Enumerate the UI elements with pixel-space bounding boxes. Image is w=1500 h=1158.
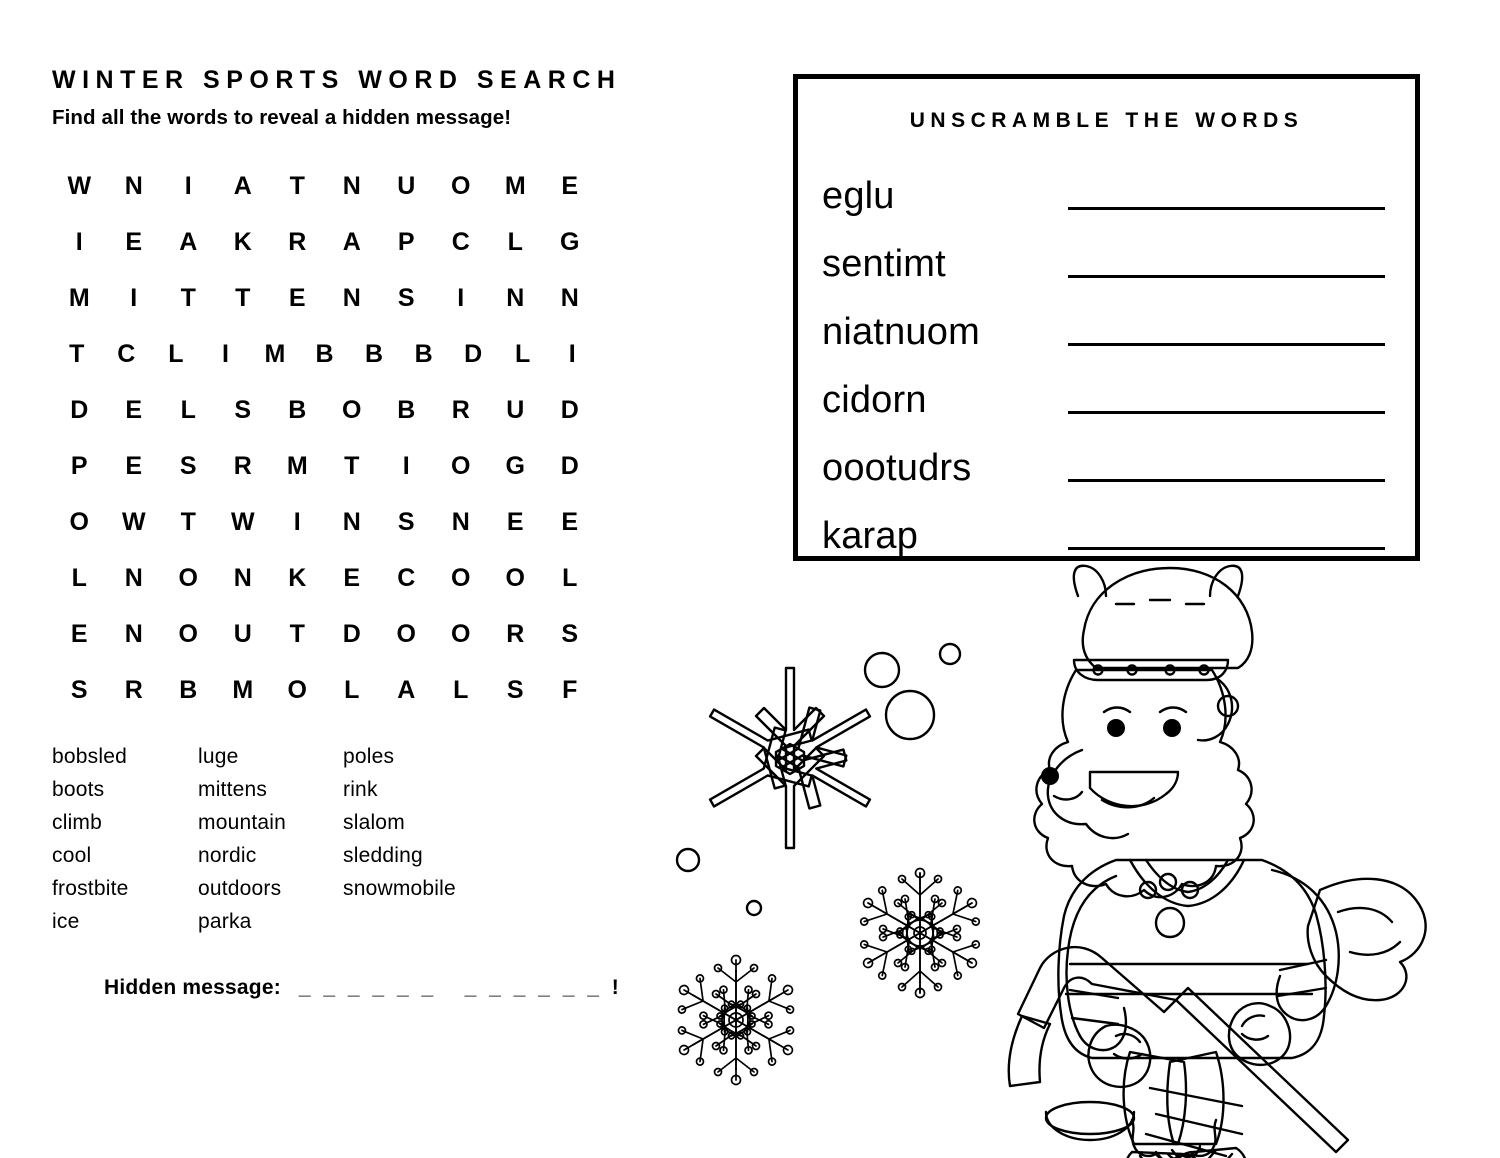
grid-cell[interactable]: B	[365, 339, 384, 368]
word-search-panel	[52, 66, 692, 1000]
hockey-puck-icon	[1046, 1088, 1242, 1156]
grid-cell[interactable]: T	[289, 619, 305, 648]
grid-row	[52, 606, 597, 662]
word-list-item[interactable]: sledding	[343, 844, 423, 867]
grid-cell[interactable]: N	[342, 283, 361, 312]
grid-cell[interactable]: B	[179, 675, 198, 704]
answer-blank-line[interactable]	[1068, 320, 1385, 346]
grid-cell[interactable]: D	[464, 339, 483, 368]
grid-cell[interactable]: M	[504, 171, 526, 200]
unscramble-row	[822, 487, 1393, 555]
grid-cell[interactable]: S	[179, 451, 197, 480]
grid-cell[interactable]: S	[234, 395, 252, 424]
grid-row	[52, 494, 597, 550]
word-list-item[interactable]: rink	[343, 778, 378, 801]
answer-blank-line[interactable]	[1068, 524, 1385, 550]
grid-cell[interactable]: P	[397, 227, 415, 256]
grid-cell[interactable]: E	[288, 283, 306, 312]
grid-cell[interactable]: T	[344, 451, 360, 480]
word-list-item[interactable]: poles	[343, 745, 395, 768]
scrambled-word: eglu	[822, 175, 895, 217]
hidden-message	[104, 976, 692, 1000]
grid-cell[interactable]: L	[562, 563, 578, 592]
grid-cell[interactable]: B	[288, 395, 307, 424]
grid-cell[interactable]: A	[342, 227, 361, 256]
grid-cell[interactable]: G	[505, 451, 525, 480]
answer-blank-line[interactable]	[1068, 456, 1385, 482]
word-list-item[interactable]: frostbite	[52, 877, 129, 900]
grid-cell[interactable]: E	[343, 563, 361, 592]
grid-cell[interactable]: M	[232, 675, 254, 704]
scrambled-word: sentimt	[822, 243, 946, 285]
grid-row	[52, 214, 597, 270]
grid-row	[52, 662, 597, 718]
word-list	[52, 740, 612, 938]
grid-cell[interactable]: O	[287, 675, 307, 704]
grid-cell[interactable]: L	[507, 227, 523, 256]
grid-cell[interactable]: S	[70, 675, 88, 704]
hidden-message-blanks: _ _ _ _ _ _ _ _ _ _ _ _ !	[298, 976, 623, 999]
grid-cell[interactable]: N	[124, 563, 143, 592]
grid-cell[interactable]: W	[121, 507, 146, 536]
unscramble-row	[822, 215, 1393, 283]
grid-cell[interactable]: N	[342, 507, 361, 536]
grid-cell[interactable]: M	[68, 283, 90, 312]
grid-cell[interactable]: I	[293, 507, 301, 536]
grid-cell[interactable]: S	[506, 675, 524, 704]
grid-cell[interactable]: E	[125, 395, 143, 424]
word-list-item[interactable]: snowmobile	[343, 877, 456, 900]
answer-blank-line[interactable]	[1068, 184, 1385, 210]
grid-cell[interactable]: T	[69, 339, 85, 368]
grid-cell[interactable]: N	[451, 507, 470, 536]
grid-cell[interactable]: L	[344, 675, 360, 704]
grid-cell[interactable]: I	[75, 227, 83, 256]
grid-row	[52, 382, 597, 438]
grid-row	[52, 550, 597, 606]
grid-cell[interactable]: U	[233, 619, 252, 648]
word-list-item[interactable]: climb	[52, 811, 103, 834]
word-list-item[interactable]: nordic	[198, 844, 257, 867]
word-list-column	[343, 740, 489, 938]
grid-cell[interactable]: L	[515, 339, 531, 368]
grid-cell[interactable]: A	[179, 227, 198, 256]
word-search-grid	[52, 158, 597, 718]
grid-cell[interactable]: C	[117, 339, 136, 368]
answer-blank-line[interactable]	[1068, 388, 1385, 414]
grid-cell[interactable]: I	[568, 339, 576, 368]
grid-cell[interactable]: C	[397, 563, 416, 592]
grid-cell[interactable]: M	[286, 451, 308, 480]
grid-cell[interactable]: A	[397, 675, 416, 704]
word-list-item[interactable]: luge	[198, 745, 239, 768]
unscramble-row	[822, 283, 1393, 351]
grid-cell[interactable]: R	[506, 619, 525, 648]
grid-cell[interactable]: O	[451, 563, 471, 592]
grid-cell[interactable]: O	[342, 395, 362, 424]
grid-cell[interactable]: K	[288, 563, 307, 592]
grid-cell[interactable]: U	[506, 395, 525, 424]
unscramble-row	[822, 419, 1393, 487]
grid-cell[interactable]: P	[70, 451, 88, 480]
word-list-item[interactable]: mittens	[198, 778, 268, 801]
grid-cell[interactable]: B	[414, 339, 433, 368]
grid-cell[interactable]: F	[562, 675, 578, 704]
grid-cell[interactable]: T	[235, 283, 251, 312]
grid-cell[interactable]: O	[451, 619, 471, 648]
grid-cell[interactable]: L	[168, 339, 184, 368]
unscramble-row	[822, 351, 1393, 419]
grid-row	[52, 438, 597, 494]
grid-cell[interactable]: A	[233, 171, 252, 200]
grid-cell[interactable]: N	[560, 283, 579, 312]
grid-cell[interactable]: W	[230, 507, 255, 536]
grid-cell[interactable]: B	[315, 339, 334, 368]
grid-cell[interactable]: D	[70, 395, 89, 424]
grid-row	[52, 326, 597, 382]
word-list-item[interactable]: parka	[198, 910, 252, 933]
scrambled-word: cidorn	[822, 379, 927, 421]
grid-cell[interactable]: E	[125, 227, 143, 256]
grid-cell[interactable]: E	[561, 171, 579, 200]
word-list-item[interactable]: bobsled	[52, 745, 127, 768]
grid-cell[interactable]: S	[397, 283, 415, 312]
grid-cell[interactable]: L	[180, 395, 196, 424]
grid-cell[interactable]: O	[451, 451, 471, 480]
grid-cell[interactable]: K	[233, 227, 252, 256]
medium-snowflake-icon	[851, 869, 988, 998]
hockey-stick-icon	[1009, 947, 1348, 1152]
large-snowflake-icon	[677, 668, 885, 915]
grid-cell[interactable]: T	[289, 171, 305, 200]
grid-cell[interactable]: O	[451, 171, 471, 200]
word-list-item[interactable]: mountain	[198, 811, 286, 834]
word-list-column	[198, 740, 343, 938]
grid-cell[interactable]: I	[184, 171, 192, 200]
grid-cell[interactable]: T	[180, 283, 196, 312]
grid-cell[interactable]: E	[506, 507, 524, 536]
grid-cell[interactable]: I	[402, 451, 410, 480]
grid-cell[interactable]: E	[70, 619, 88, 648]
grid-cell[interactable]: D	[560, 395, 579, 424]
grid-cell[interactable]: W	[67, 171, 92, 200]
word-list-item[interactable]: boots	[52, 778, 105, 801]
unscramble-row	[822, 147, 1393, 215]
grid-cell[interactable]: S	[397, 507, 415, 536]
unscramble-panel	[793, 74, 1420, 561]
grid-cell[interactable]: I	[457, 283, 465, 312]
grid-cell[interactable]: O	[69, 507, 89, 536]
page-title: WINTER SPORTS WORD SEARCH	[52, 66, 622, 94]
grid-cell[interactable]: L	[453, 675, 469, 704]
grid-cell[interactable]: O	[505, 563, 525, 592]
word-list-item[interactable]: slalom	[343, 811, 405, 834]
grid-cell[interactable]: R	[233, 451, 252, 480]
grid-cell[interactable]: N	[233, 563, 252, 592]
grid-cell[interactable]: B	[397, 395, 416, 424]
artwork-area	[620, 560, 1500, 1158]
grid-cell[interactable]: O	[396, 619, 416, 648]
grid-cell[interactable]: R	[288, 227, 307, 256]
small-snowflake-icon	[668, 956, 803, 1085]
grid-cell[interactable]: D	[342, 619, 361, 648]
grid-cell[interactable]: O	[178, 619, 198, 648]
grid-cell[interactable]: U	[397, 171, 416, 200]
scrambled-word: niatnuom	[822, 311, 980, 353]
hockey-dog-mascot-illustration	[1034, 566, 1425, 1158]
grid-cell[interactable]: R	[124, 675, 143, 704]
grid-cell[interactable]: N	[124, 171, 143, 200]
grid-cell[interactable]: C	[451, 227, 470, 256]
grid-cell[interactable]: D	[560, 451, 579, 480]
grid-cell[interactable]: R	[451, 395, 470, 424]
grid-cell[interactable]: T	[180, 507, 196, 536]
word-list-column	[52, 740, 198, 938]
grid-cell[interactable]: E	[125, 451, 143, 480]
grid-row	[52, 270, 597, 326]
scrambled-word: karap	[822, 515, 919, 557]
word-list-item[interactable]: ice	[52, 910, 80, 933]
word-list-item[interactable]: cool	[52, 844, 92, 867]
grid-row	[52, 158, 597, 214]
unscramble-title: UNSCRAMBLE THE WORDS	[909, 109, 1304, 132]
grid-cell[interactable]: L	[71, 563, 87, 592]
unscramble-list	[798, 147, 1415, 555]
grid-cell[interactable]: N	[342, 171, 361, 200]
grid-cell[interactable]: I	[130, 283, 138, 312]
word-list-item[interactable]: outdoors	[198, 877, 282, 900]
grid-cell[interactable]: G	[560, 227, 580, 256]
grid-cell[interactable]: N	[124, 619, 143, 648]
grid-cell[interactable]: N	[506, 283, 525, 312]
hidden-message-label: Hidden message:	[104, 976, 281, 999]
grid-cell[interactable]: S	[561, 619, 579, 648]
answer-blank-line[interactable]	[1068, 252, 1385, 278]
scrambled-word: oootudrs	[822, 447, 972, 489]
grid-cell[interactable]: M	[264, 339, 286, 368]
grid-cell[interactable]: O	[178, 563, 198, 592]
snowball-icon	[865, 644, 960, 739]
grid-cell[interactable]: E	[561, 507, 579, 536]
page-subtitle: Find all the words to reveal a hidden message!	[52, 106, 512, 129]
grid-cell[interactable]: I	[221, 339, 229, 368]
